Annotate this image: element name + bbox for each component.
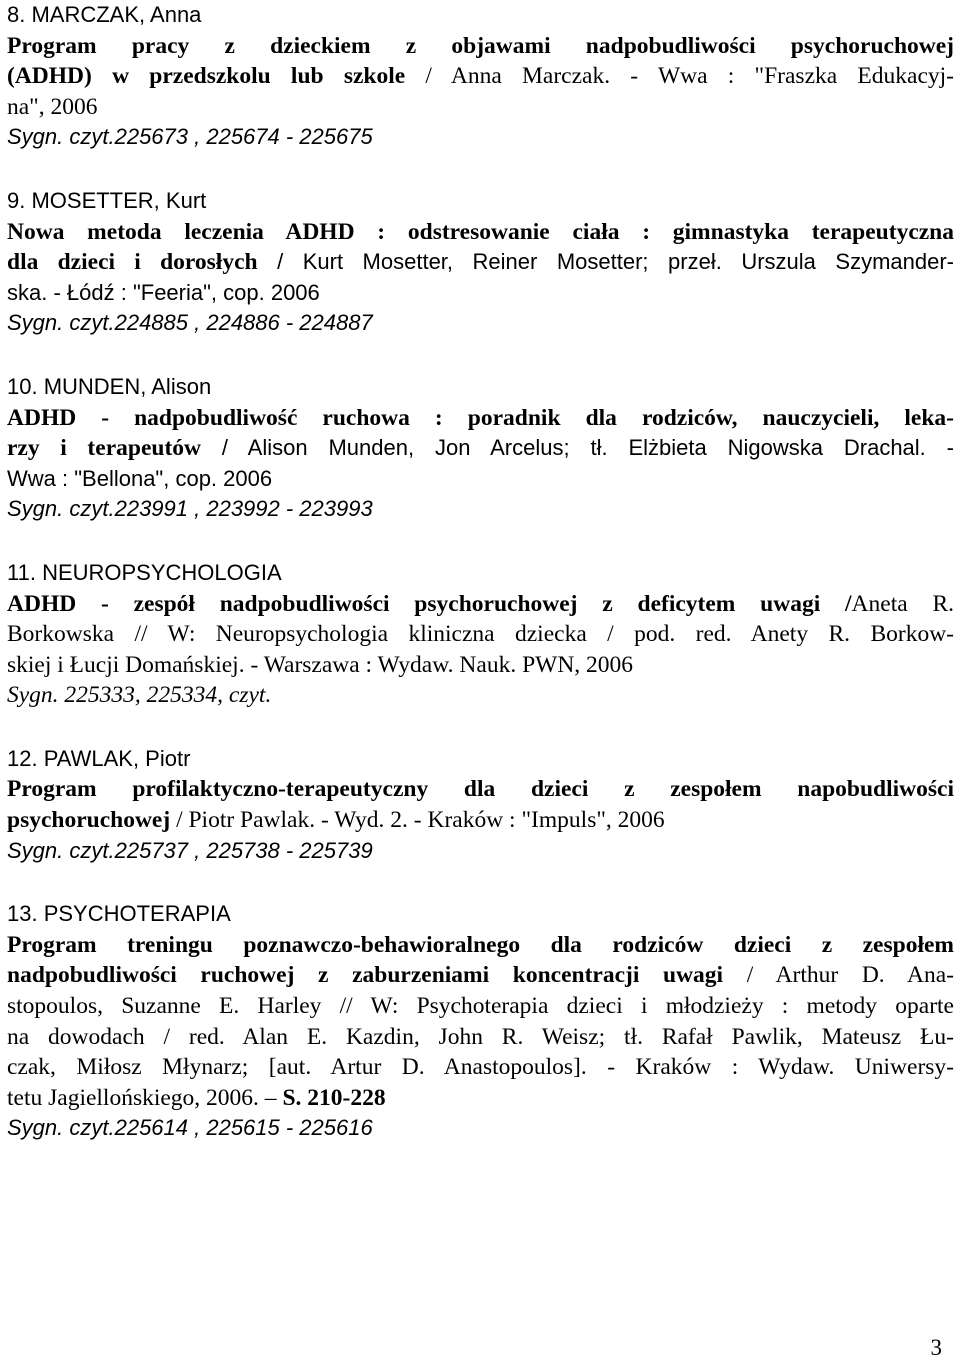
entry-line <box>7 1052 954 1083</box>
bibliography-entry <box>7 372 954 525</box>
entry-description: / Piotr Pawlak. - Wyd. 2. - Kraków : "Impuls", 2006 <box>170 807 665 834</box>
entry-line <box>7 619 954 650</box>
entry-signature: Sygn. czyt.225673 , 225674 - 225675 <box>7 124 373 150</box>
entry-title: Nowa metoda leczenia ADHD : odstresowanie ciała : gimnastyka terapeutyczna <box>7 218 954 245</box>
entry-description: Aneta R. <box>851 590 954 617</box>
entry-title: psychoruchowej <box>7 807 171 834</box>
entry-description: Wwa : "Bellona", cop. 2006 <box>7 465 273 491</box>
entry-description: / Arthur D. Ana- <box>723 962 954 989</box>
entry-heading: 13. PSYCHOTERAPIA <box>7 901 231 927</box>
entry-description: na dowodach / red. Alan E. Kazdin, John R. Weisz; tł. Rafał Pawlik, Mateusz Łu- <box>7 1023 954 1050</box>
entry-line <box>7 217 954 248</box>
bibliography-entry <box>7 558 954 711</box>
entry-line <box>7 433 954 464</box>
entry-title: (ADHD) w przedszkolu lub szkole <box>7 63 406 90</box>
entry-title: ADHD - zespół nadpobudliwości psychoruchowej z deficytem uwagi / <box>7 590 852 617</box>
entry-description: / Kurt Mosetter, Reiner Mosetter; przeł. Urszula Szymander- <box>257 249 955 275</box>
entry-signature: Sygn. czyt.223991 , 223992 - 223993 <box>7 496 373 522</box>
entry-description: tetu Jagiellońskiego, 2006. – <box>7 1084 283 1111</box>
entry-description: na", 2006 <box>7 93 98 120</box>
entry-pages: S. 210-228 <box>282 1084 386 1111</box>
entry-title: Program treningu poznawczo-behawioralnego dla rodziców dzieci z zespołem <box>7 931 954 958</box>
entry-line <box>7 774 954 805</box>
bibliography-list <box>7 0 954 1177</box>
entry-signature: Sygn. czyt.224885 , 224886 - 224887 <box>7 310 373 336</box>
entry-line <box>7 805 954 836</box>
entry-description: ska. - Łódź : "Feeria", cop. 2006 <box>7 279 320 305</box>
entry-description: Borkowska // W: Neuropsychologia kliniczna dziecka / pod. red. Anety R. Borkow- <box>7 621 954 648</box>
entry-signature: Sygn. 225333, 225334, czyt. <box>7 682 272 709</box>
entry-line <box>7 61 954 92</box>
entry-line <box>7 930 954 961</box>
entry-line <box>7 403 954 434</box>
entry-heading: 10. MUNDEN, Alison <box>7 373 212 399</box>
bibliography-entry <box>7 186 954 339</box>
entry-heading: 9. MOSETTER, Kurt <box>7 187 207 213</box>
entry-line <box>7 650 954 681</box>
entry-title: Program pracy z dzieckiem z objawami nadpobudliwości psychoruchowej <box>7 32 954 59</box>
entry-description: stopoulos, Suzanne E. Harley // W: Psychoterapia dzieci i młodzieży : metody oparte <box>7 993 954 1020</box>
entry-line <box>7 278 954 309</box>
entry-description: / Anna Marczak. - Wwa : "Fraszka Edukacyj- <box>405 63 954 90</box>
bibliography-entry <box>7 0 954 153</box>
entry-line <box>7 247 954 278</box>
bibliography-entry <box>7 899 954 1144</box>
entry-line <box>7 1022 954 1053</box>
bibliography-entry <box>7 744 954 866</box>
entry-title: dla dzieci i dorosłych <box>7 249 258 276</box>
entry-heading: 12. PAWLAK, Piotr <box>7 745 191 771</box>
entry-heading: 8. MARCZAK, Anna <box>7 2 202 27</box>
entry-title: Program profilaktyczno-terapeutyczny dla dzieci z zespołem napobudliwości <box>7 776 954 803</box>
entry-description: czak, Miłosz Młynarz; [aut. Artur D. Anastopoulos]. - Kraków : Wydaw. Uniwersy- <box>7 1054 954 1081</box>
entry-line <box>7 92 954 123</box>
entry-description: skiej i Łucji Domańskiej. - Warszawa : Wydaw. Nauk. PWN, 2006 <box>7 651 634 678</box>
entry-line <box>7 960 954 991</box>
entry-line <box>7 589 954 620</box>
entry-line <box>7 464 954 495</box>
entry-line <box>7 1083 954 1114</box>
entry-heading: 11. NEUROPSYCHOLOGIA <box>7 559 282 585</box>
page-number: 3 <box>930 1335 942 1360</box>
entry-description: / Alison Munden, Jon Arcelus; tł. Elżbieta Nigowska Drachal. - <box>201 435 955 461</box>
entry-title: ADHD - nadpobudliwość ruchowa : poradnik dla rodziców, nauczycieli, leka- <box>7 404 954 431</box>
entry-signature: Sygn. czyt.225737 , 225738 - 225739 <box>7 837 373 863</box>
entry-line <box>7 31 954 62</box>
entry-title: rzy i terapeutów <box>7 435 201 462</box>
entry-line <box>7 991 954 1022</box>
entry-title: nadpobudliwości ruchowej z zaburzeniami koncentracji uwagi <box>7 962 724 989</box>
entry-signature: Sygn. czyt.225614 , 225615 - 225616 <box>7 1115 373 1141</box>
